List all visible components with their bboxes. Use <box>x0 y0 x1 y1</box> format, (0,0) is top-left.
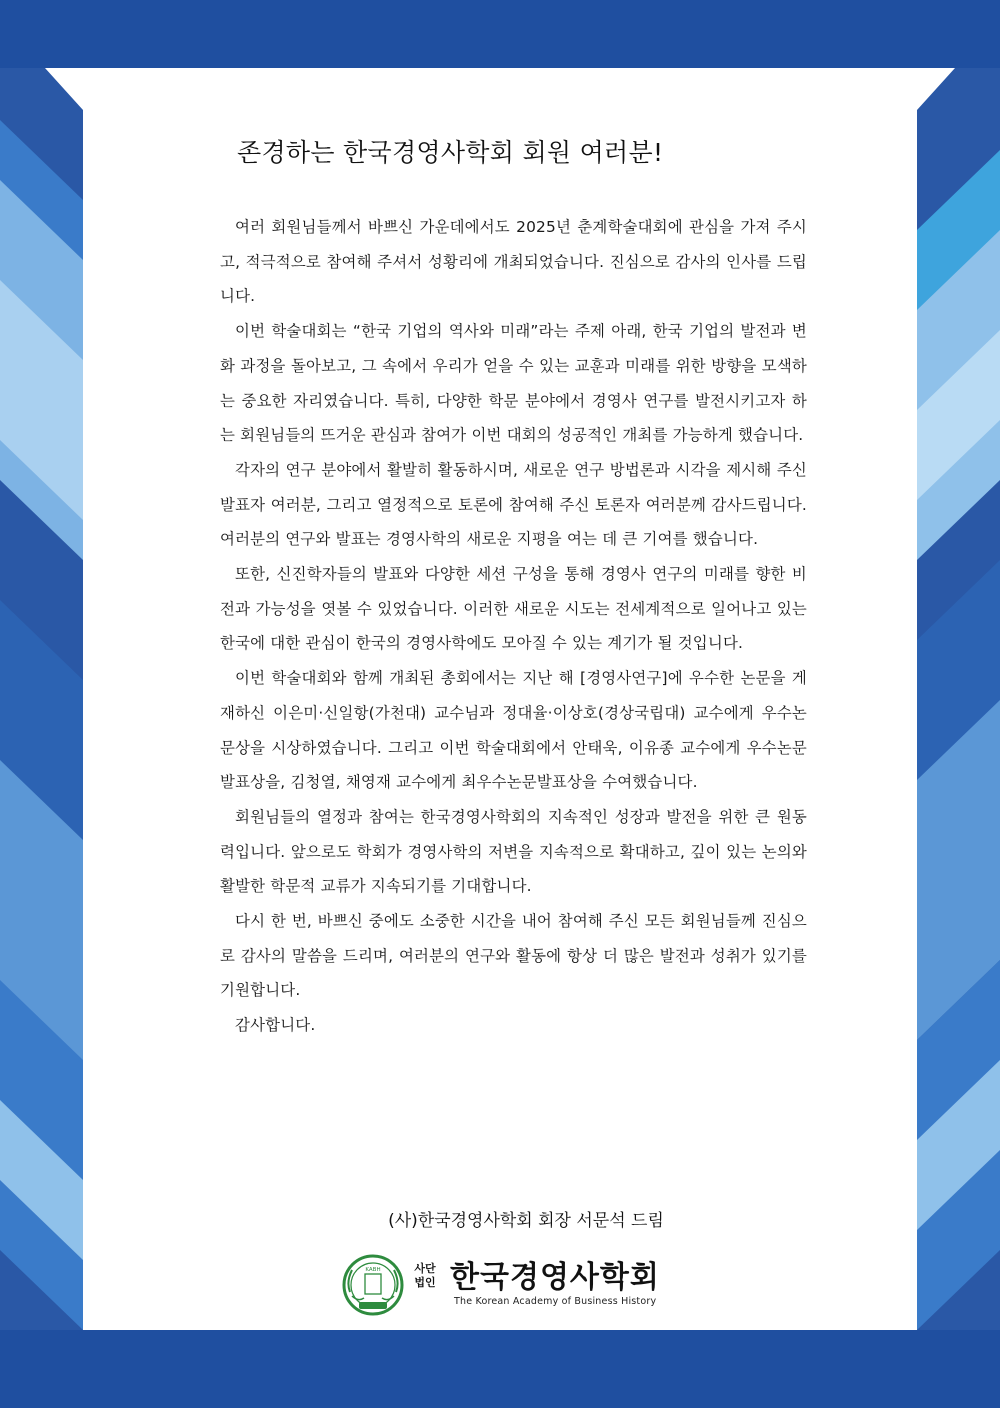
letter-body <box>220 210 807 1043</box>
letter-title: 존경하는 한국경영사학회 회원 여러분! <box>237 138 664 167</box>
svg-text:KABH: KABH <box>365 1267 381 1273</box>
paragraph: 각자의 연구 분야에서 활발히 활동하시며, 새로운 연구 방법론과 시각을 제시해 주신 발표자 여러분, 그리고 열정적으로 토론에 참여해 주신 토론자 여러분께 감사드립니다. 여러분의 연구와 발표는 경영사학의 새로운 지평을 여는 데 큰 기여를 했습니다. <box>220 460 807 549</box>
paragraph: 다시 한 번, 바쁘신 중에도 소중한 시간을 내어 참여해 주신 모든 회원님들께 진심으로 감사의 말씀을 드리며, 여러분의 연구와 활동에 항상 더 많은 발전과 성취가 있기를 기원합니다. <box>220 912 807 1000</box>
organization-logo <box>342 1252 672 1322</box>
org-prefix <box>408 1262 442 1290</box>
paragraph: 이번 학술대회는 “한국 기업의 역사와 미래”라는 주제 아래, 한국 기업의 발전과 변화 과정을 돌아보고, 그 속에서 우리가 얻을 수 있는 교훈과 미래를 위한 방향을 모색하는 중요한 자리였습니다. 특히, 다양한 학문 분야에서 경영사 연구를 발전시키고자 하는 회원님들의 뜨거운 관심과 참여가 이번 대회의 성공적인 개최를 가능하게 했습니다. <box>220 322 807 445</box>
paragraph: 이번 학술대회와 함께 개최된 총회에서는 지난 해 [경영사연구]에 우수한 논문을 게재하신 이은미·신일항(가천대) 교수님과 정대율·이상호(경상국립대) 교수에게 우수논문상을 시상하였습니다. 그리고 이번 학술대회에서 안태욱, 이유종 교수에게 우수논문발표상을, 김청열, 채영재 교수에게 최우수논문발표상을 수여했습니다. <box>220 669 807 792</box>
seal-icon <box>342 1252 404 1318</box>
org-prefix-line1: 사단 <box>414 1262 436 1275</box>
paragraph: 감사합니다. <box>235 1016 316 1035</box>
paragraph: 또한, 신진학자들의 발표와 다양한 세션 구성을 통해 경영사 연구의 미래를 향한 비전과 가능성을 엿볼 수 있었습니다. 이러한 새로운 시도는 전세계적으로 일어나고 있는 한국에 대한 관심이 한국의 경영사학에도 모아질 수 있는 계기가 될 것입니다. <box>220 565 807 653</box>
paragraph: 여러 회원님들께서 바쁘신 가운데에서도 2025년 춘계학술대회에 관심을 가져 주시고, 적극적으로 참여해 주셔서 성황리에 개최되었습니다. 진심으로 감사의 인사를 드립니다. <box>220 218 807 306</box>
org-name-korean: 한국경영사학회 <box>450 1260 660 1295</box>
org-prefix-line2: 법인 <box>414 1276 436 1289</box>
letter-signature: (사)한국경영사학회 회장 서문석 드림 <box>388 1211 664 1231</box>
org-name-english: The Korean Academy of Business History <box>454 1296 657 1307</box>
paragraph: 회원님들의 열정과 참여는 한국경영사학회의 지속적인 성장과 발전을 위한 큰 원동력입니다. 앞으로도 학회가 경영사학의 저변을 지속적으로 확대하고, 깊이 있는 논의와 활발한 학문적 교류가 지속되기를 기대합니다. <box>220 807 807 896</box>
